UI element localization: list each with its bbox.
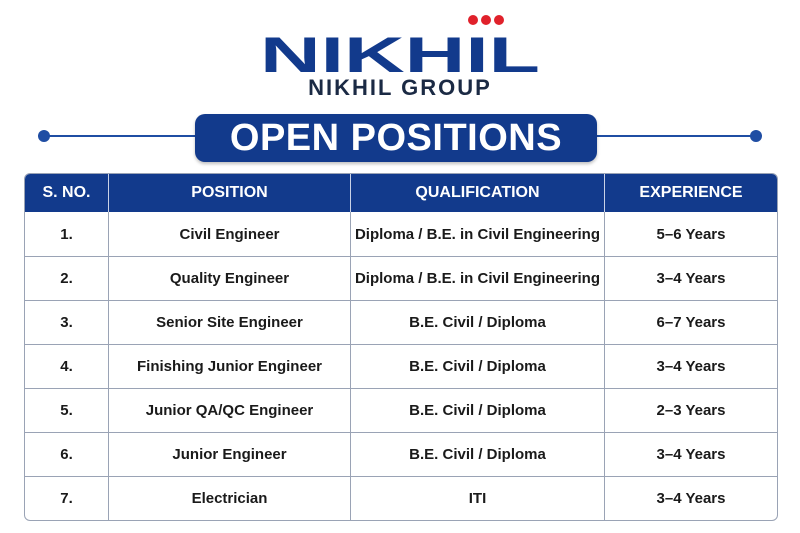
header-position: POSITION [109,174,351,212]
divider-right [597,135,754,137]
divider-dot-right [750,130,762,142]
table-row [25,256,777,300]
banner-title: OPEN POSITIONS [229,116,563,159]
row-qualification: Diploma / B.E. in Civil Engineering [351,256,605,300]
divider-left [45,135,197,137]
table-row [25,388,777,432]
row-position: Quality Engineer [109,256,351,300]
row-sno: 1. [25,212,109,256]
table-row [25,432,777,476]
row-position: Civil Engineer [109,212,351,256]
row-qualification: Diploma / B.E. in Civil Engineering [351,212,605,256]
row-position: Finishing Junior Engineer [109,344,351,388]
row-qualification: B.E. Civil / Diploma [351,344,605,388]
row-position: Junior QA/QC Engineer [109,388,351,432]
row-experience: 2–3 Years [605,388,777,432]
divider-dot-left [38,130,50,142]
nikhil-logo-mark [250,14,550,76]
table-header-row [25,174,777,212]
row-qualification: B.E. Civil / Diploma [351,300,605,344]
row-sno: 4. [25,344,109,388]
row-experience: 3–4 Years [605,476,777,520]
row-sno: 3. [25,300,109,344]
row-position: Senior Site Engineer [109,300,351,344]
table-row [25,344,777,388]
row-position: Electrician [109,476,351,520]
row-sno: 7. [25,476,109,520]
table-row [25,300,777,344]
table-row [25,476,777,520]
row-qualification: B.E. Civil / Diploma [351,388,605,432]
row-sno: 6. [25,432,109,476]
row-experience: 5–6 Years [656,225,726,243]
logo-wordmark: NIKHIL [260,27,540,76]
table-row [25,212,777,256]
header-qualification: QUALIFICATION [351,174,605,212]
nikhil-logo [0,14,800,74]
row-position: Junior Engineer [109,432,351,476]
row-sno: 5. [25,388,109,432]
group-name: NIKHIL GROUP [308,75,492,100]
row-experience: 3–4 Years [605,256,777,300]
row-experience: 6–7 Years [605,300,777,344]
row-qualification: B.E. Civil / Diploma [351,432,605,476]
open-positions-banner [195,114,597,162]
row-experience: 3–4 Years [605,344,777,388]
row-experience: 3–4 Years [605,432,777,476]
row-qualification: ITI [351,476,605,520]
row-sno: 2. [25,256,109,300]
header-sno: S. NO. [25,174,109,212]
header-experience: EXPERIENCE [605,174,777,212]
positions-table [24,173,778,521]
